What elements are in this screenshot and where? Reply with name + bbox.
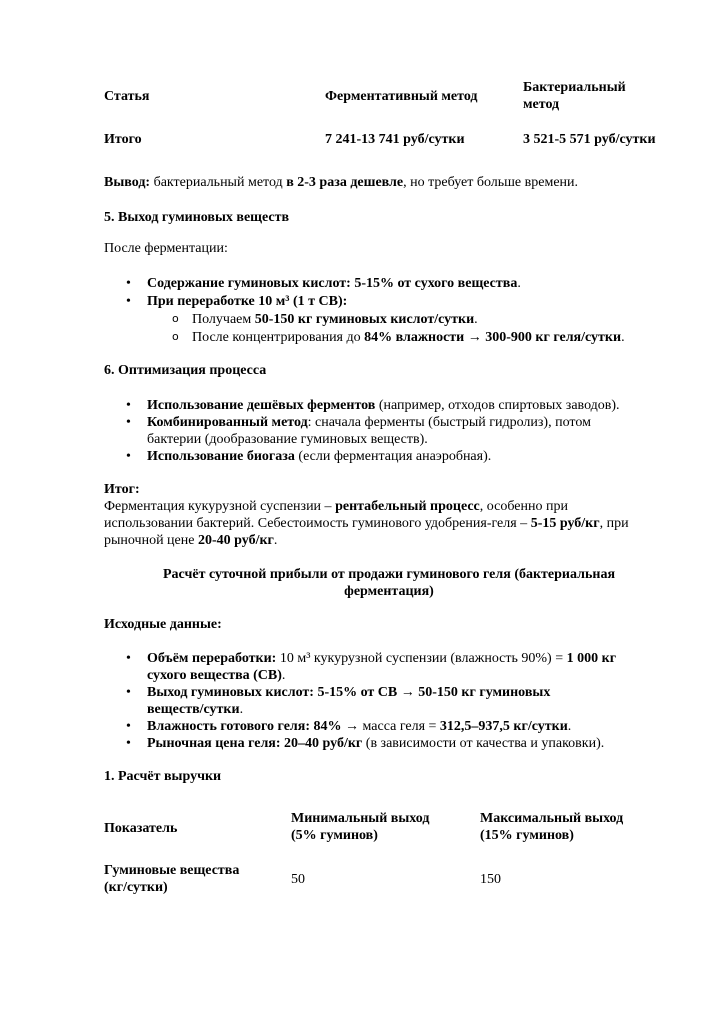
table-header-article: Статья	[104, 89, 150, 104]
profit-title-line-2: ферментация)	[344, 584, 434, 599]
profit-title-line-1: Расчёт суточной прибыли от продажи гуминового геля (бактериальная	[162, 567, 616, 582]
summary-bold: 5-15 руб/кг	[530, 516, 600, 531]
bullet-bold: Выход гуминовых кислот: 5-15% от СВ → 50-150 кг гуминовых	[147, 685, 551, 700]
revenue-header-min-line1: Минимальный выход	[291, 811, 430, 826]
list-item	[104, 718, 674, 735]
revenue-header-min-line2: (5% гуминов)	[291, 828, 378, 843]
list-item	[104, 684, 674, 718]
bullet-bold: Влажность готового геля: 84%	[147, 719, 342, 734]
section5-heading: 5. Выход гуминовых веществ	[104, 210, 290, 225]
list-item	[104, 448, 674, 465]
conclusion-bold: в 2-3 раза дешевле	[286, 175, 404, 190]
bullet-text: 10 м³ кукурузной суспензии (влажность 90%) =	[276, 651, 567, 666]
revenue-heading: 1. Расчёт выручки	[104, 769, 222, 784]
bullet-bold-2: 312,5–937,5 кг/сутки	[439, 719, 568, 734]
conclusion-text: бактериальный метод	[150, 175, 287, 190]
sub-list-item	[104, 329, 674, 346]
input-data-list	[104, 650, 674, 752]
bullet-end: .	[567, 719, 572, 734]
table-row-bacterial-value: 3 521-5 571 руб/сутки	[523, 132, 656, 147]
sub-end: .	[474, 312, 478, 327]
section6-heading: 6. Оптимизация процесса	[104, 363, 267, 378]
bullet-bold: Комбинированный метод	[147, 415, 308, 430]
section5-list	[104, 275, 674, 346]
summary-line-3	[104, 532, 674, 549]
bullet-text: (в зависимости от качества и упаковки).	[362, 736, 605, 751]
summary-text-end: , при	[599, 516, 629, 531]
summary-label: Итог:	[104, 482, 140, 497]
sub-text: Получаем	[192, 312, 255, 327]
bullet-text: : сначала ферменты (быстрый гидролиз), потом	[307, 415, 591, 430]
table-row-enzymatic-value: 7 241-13 741 руб/сутки	[325, 132, 465, 147]
bullet-end: .	[239, 702, 244, 717]
bullet-bold: При переработке 10 м³ (1 т СВ):	[147, 294, 348, 309]
sub-bold: 50-150 кг гуминовых кислот/сутки	[254, 312, 475, 327]
table-row-total-label: Итого	[104, 132, 142, 147]
bullet-bold-line2: сухого вещества (СВ)	[147, 668, 282, 683]
bullet-text: (если ферментация анаэробная).	[294, 449, 492, 464]
bullet-bold: Объём переработки:	[147, 651, 277, 666]
section5-intro: После ферментации:	[104, 241, 228, 256]
revenue-row-label-line1: Гуминовые вещества	[104, 863, 240, 878]
summary-bold: рентабельный процесс	[335, 499, 480, 514]
table-header-enzymatic: Ферментативный метод	[325, 89, 478, 104]
revenue-header-indicator: Показатель	[104, 821, 178, 836]
sub-end: .	[621, 330, 625, 345]
bullet-bold: Использование биогаза	[147, 449, 295, 464]
bullet-bold: Рыночная цена геля: 20–40 руб/кг	[147, 736, 363, 751]
summary-block	[104, 481, 674, 549]
summary-text: Ферментация кукурузной суспензии –	[104, 499, 336, 514]
conclusion-text-end: , но требует больше времени.	[403, 175, 579, 190]
revenue-header-max-line2: (15% гуминов)	[480, 828, 574, 843]
sub-list-item	[104, 311, 674, 328]
list-item	[104, 650, 674, 684]
bullet-bold: Содержание гуминовых кислот: 5-15% от сухого вещества	[147, 276, 518, 291]
summary-text-end: , особенно при	[479, 499, 568, 514]
bullet-end: .	[517, 276, 521, 291]
bullet-end: .	[281, 668, 286, 683]
revenue-header-max-line1: Максимальный выход	[480, 811, 624, 826]
conclusion-paragraph	[104, 174, 578, 191]
summary-line-1	[104, 498, 674, 515]
summary-text-end: .	[273, 533, 278, 548]
summary-bold: 20-40 руб/кг	[197, 533, 274, 548]
revenue-header-max	[480, 810, 623, 844]
revenue-row-label-line2: (кг/сутки)	[104, 880, 168, 895]
list-item	[104, 735, 674, 752]
profit-title	[104, 566, 674, 600]
revenue-row-max: 150	[480, 872, 501, 887]
summary-text: рыночной цене	[104, 533, 198, 548]
list-item	[104, 275, 674, 292]
bullet-text: → масса геля =	[341, 719, 440, 734]
bullet-bold-line2: веществ/сутки	[147, 702, 240, 717]
list-item	[104, 414, 674, 448]
list-item	[104, 293, 674, 310]
bullet-text-line2: бактерии (дообразование гуминовых веществ).	[147, 432, 428, 447]
revenue-row-label	[104, 862, 239, 896]
bullet-bold: Использование дешёвых ферментов	[147, 398, 376, 413]
summary-line-2	[104, 515, 674, 532]
summary-text: использовании бактерий. Себестоимость гуминового удобрения-геля –	[104, 516, 531, 531]
sub-text: После концентрирования до	[192, 330, 365, 345]
sub-bold: 84% влажности → 300-900 кг геля/сутки	[364, 330, 622, 345]
list-item	[104, 397, 674, 414]
revenue-row-min: 50	[291, 872, 305, 887]
section6-list	[104, 397, 674, 465]
table-header-bacterial: Бактериальный метод	[523, 80, 626, 112]
revenue-header-min	[291, 810, 429, 844]
input-data-heading: Исходные данные:	[104, 617, 222, 632]
bullet-text: (например, отходов спиртовых заводов).	[375, 398, 620, 413]
conclusion-label: Вывод:	[104, 175, 151, 190]
bullet-bold-2: 1 000 кг	[566, 651, 617, 666]
